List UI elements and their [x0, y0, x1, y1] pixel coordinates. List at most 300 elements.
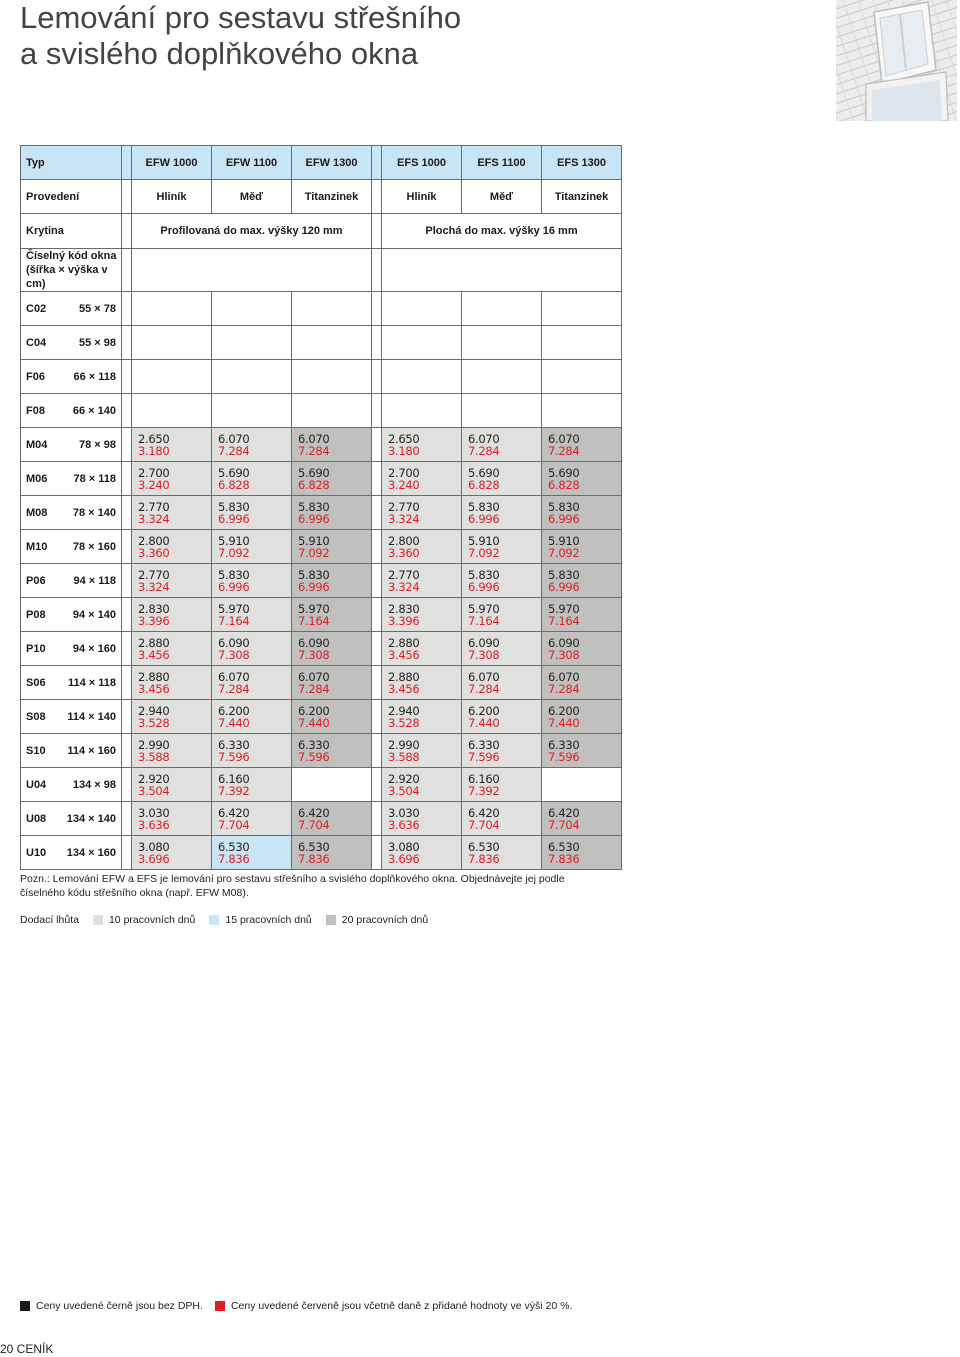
window-size: 94 × 140: [72, 608, 116, 621]
table-row: [21, 530, 622, 564]
price-net: 2.770: [138, 499, 170, 514]
window-code-cell: [21, 768, 122, 802]
price-cell: [132, 632, 212, 666]
price-cell: [542, 530, 622, 564]
window-size: 78 × 140: [72, 506, 116, 519]
price-cell: [292, 428, 372, 462]
price-net: 5.830: [298, 499, 330, 514]
price-with-vat: 6.828: [218, 477, 250, 492]
spacer: [122, 214, 132, 249]
price-net: 5.830: [548, 567, 580, 582]
spacer: [372, 292, 382, 326]
kod-label-line-1: Číselný kód okna: [26, 250, 117, 262]
spacer: [372, 768, 382, 802]
price-net: 6.330: [548, 737, 580, 752]
kod-label: [21, 249, 122, 292]
spacer: [122, 802, 132, 836]
price-cell: [132, 666, 212, 700]
window-code: M08: [26, 506, 48, 519]
price-cell: [462, 462, 542, 496]
spacer: [122, 249, 132, 292]
price-net: 5.970: [218, 601, 250, 616]
price-with-vat: 6.996: [298, 579, 330, 594]
price-cell: [542, 428, 622, 462]
red-price-swatch: [215, 1301, 225, 1311]
price-with-vat: 7.164: [218, 613, 250, 628]
spacer: [372, 214, 382, 249]
spacer: [372, 180, 382, 214]
price-net: 6.070: [548, 669, 580, 684]
window-code-cell: [21, 564, 122, 598]
window-code: M10: [26, 540, 48, 553]
window-code-cell: [21, 598, 122, 632]
price-cell: [382, 632, 462, 666]
spacer: [122, 146, 132, 180]
price-cell: [292, 564, 372, 598]
price-with-vat: 7.596: [468, 749, 500, 764]
price-cell: [542, 700, 622, 734]
price-cell: [292, 802, 372, 836]
price-with-vat: 3.360: [388, 545, 420, 560]
price-with-vat: 3.696: [138, 851, 170, 866]
price-with-vat: 7.836: [298, 851, 330, 866]
material-cell: Měď: [212, 180, 292, 214]
price-net: 2.650: [138, 431, 170, 446]
table-row: [21, 326, 622, 360]
price-net: 6.330: [468, 737, 500, 752]
window-size: 114 × 118: [67, 676, 116, 689]
price-net: 2.920: [138, 771, 170, 786]
spacer: [372, 326, 382, 360]
price-net: 6.070: [218, 669, 250, 684]
table-row: [21, 768, 622, 802]
table-row: [21, 802, 622, 836]
price-cell: [542, 734, 622, 768]
spacer: [122, 394, 132, 428]
price-with-vat: 7.440: [468, 715, 500, 730]
legend-label: Dodací lhůta: [20, 914, 79, 926]
price-with-vat: 7.092: [468, 545, 500, 560]
window-code: S08: [26, 710, 46, 723]
note-text: Pozn.: Lemování EFW a EFS je lemování pro sestavu střešního a svislého doplňkového okna. Objednávejte jej podle číselného kódu střešního okna (např. EFW M08).: [20, 873, 565, 899]
price-with-vat: 7.440: [298, 715, 330, 730]
price-net: 3.080: [138, 839, 170, 854]
price-net: 6.420: [468, 805, 500, 820]
price-with-vat: 3.324: [138, 579, 170, 594]
header-row-material: [21, 180, 622, 214]
price-with-vat: 7.704: [218, 817, 250, 832]
spacer: [122, 700, 132, 734]
product-efs-1000: EFS 1000: [382, 146, 462, 180]
spacer: [122, 530, 132, 564]
price-cell: [462, 836, 542, 870]
price-net: 2.880: [138, 635, 170, 650]
price-net: 2.770: [138, 567, 170, 582]
spacer: [372, 530, 382, 564]
empty-cell: [542, 394, 622, 428]
price-net: 5.830: [468, 567, 500, 582]
price-with-vat: 6.828: [298, 477, 330, 492]
window-size: 134 × 140: [66, 812, 116, 825]
price-net: 5.830: [218, 499, 250, 514]
price-table-body: [21, 146, 622, 870]
price-with-vat: 6.996: [468, 579, 500, 594]
window-code-cell: [21, 360, 122, 394]
price-cell: [382, 530, 462, 564]
window-code: U10: [26, 846, 47, 859]
window-code: P06: [26, 574, 46, 587]
header-row-krytina: [21, 214, 622, 249]
price-with-vat: 7.164: [298, 613, 330, 628]
spacer: [122, 326, 132, 360]
price-net: 5.830: [468, 499, 500, 514]
price-cell: [132, 428, 212, 462]
price-net: 6.090: [298, 635, 330, 650]
title-line-2: a svislého doplňkového okna: [20, 36, 419, 71]
price-cell: [462, 700, 542, 734]
price-cell: [132, 734, 212, 768]
empty-cell: [462, 360, 542, 394]
price-with-vat: 3.324: [138, 511, 170, 526]
spacer: [372, 394, 382, 428]
price-cell: [212, 734, 292, 768]
price-net: 2.830: [388, 601, 420, 616]
legend-item-20: 20 pracovních dnů: [341, 914, 429, 926]
price-net: 6.070: [298, 431, 330, 446]
price-with-vat: 7.440: [218, 715, 250, 730]
spacer: [122, 666, 132, 700]
price-net: 2.990: [388, 737, 420, 752]
table-row: [21, 666, 622, 700]
spacer: [122, 632, 132, 666]
price-with-vat: 7.836: [548, 851, 580, 866]
table-row: [21, 598, 622, 632]
empty-cell: [462, 292, 542, 326]
table-row: [21, 564, 622, 598]
price-cell: [382, 700, 462, 734]
price-cell: [292, 632, 372, 666]
price-with-vat: 7.704: [548, 817, 580, 832]
window-size: 94 × 118: [73, 574, 116, 587]
spacer: [372, 360, 382, 394]
product-efs-1300: EFS 1300: [542, 146, 622, 180]
price-with-vat: 6.828: [548, 477, 580, 492]
empty-cell: [382, 292, 462, 326]
window-size: 134 × 160: [66, 846, 116, 859]
product-efw-1000: EFW 1000: [132, 146, 212, 180]
price-net: 6.530: [218, 839, 250, 854]
price-with-vat: 3.528: [138, 715, 170, 730]
price-with-vat: 3.456: [138, 681, 170, 696]
red-price-note: Ceny uvedené červeně jsou včetně daně z přidané hodnoty ve výši 20 %.: [230, 1300, 573, 1312]
price-with-vat: 3.324: [388, 511, 420, 526]
price-with-vat: 3.240: [138, 477, 170, 492]
price-net: 2.880: [388, 669, 420, 684]
price-net: 6.330: [218, 737, 250, 752]
empty-cell: [212, 360, 292, 394]
price-cell: [132, 768, 212, 802]
window-code: U08: [26, 812, 47, 825]
price-with-vat: 7.284: [298, 681, 330, 696]
black-price-note: Ceny uvedené černě jsou bez DPH.: [36, 1300, 203, 1312]
price-with-vat: 3.456: [388, 681, 420, 696]
empty-cell: [462, 326, 542, 360]
window-code-cell: [21, 292, 122, 326]
price-cell: [382, 836, 462, 870]
price-cell: [382, 428, 462, 462]
window-size: 114 × 140: [67, 710, 116, 723]
spacer: [122, 180, 132, 214]
empty-cell: [212, 394, 292, 428]
price-cell: [462, 768, 542, 802]
window-code-cell: [21, 496, 122, 530]
price-with-vat: 7.836: [468, 851, 500, 866]
price-with-vat: 3.240: [388, 477, 420, 492]
empty-cell: [542, 292, 622, 326]
price-with-vat: 7.392: [468, 783, 500, 798]
price-net: 6.160: [468, 771, 500, 786]
window-code-cell: [21, 632, 122, 666]
price-with-vat: 3.360: [138, 545, 170, 560]
window-code-cell: [21, 530, 122, 564]
price-with-vat: 7.596: [548, 749, 580, 764]
price-with-vat: 7.308: [218, 647, 250, 662]
price-with-vat: 7.284: [218, 443, 250, 458]
price-net: 5.910: [218, 533, 250, 548]
empty-cell: [132, 394, 212, 428]
price-net: 5.690: [298, 465, 330, 480]
price-cell: [382, 462, 462, 496]
price-cell: [212, 496, 292, 530]
spacer: [372, 428, 382, 462]
price-with-vat: 7.308: [298, 647, 330, 662]
empty-cell: [462, 394, 542, 428]
price-net: 6.200: [298, 703, 330, 718]
title-line-1: Lemování pro sestavu střešního: [20, 0, 462, 35]
window-code-cell: [21, 428, 122, 462]
window-code: S10: [26, 744, 46, 757]
price-net: 5.970: [548, 601, 580, 616]
empty-cell: [542, 326, 622, 360]
price-cell: [212, 836, 292, 870]
price-with-vat: 7.704: [298, 817, 330, 832]
price-net: 6.070: [468, 669, 500, 684]
price-net: 6.070: [298, 669, 330, 684]
price-net: 2.940: [388, 703, 420, 718]
price-cell: [292, 598, 372, 632]
spacer: [122, 292, 132, 326]
empty-cell: [212, 326, 292, 360]
spacer: [372, 496, 382, 530]
price-with-vat: 3.696: [388, 851, 420, 866]
window-size: 78 × 98: [78, 438, 116, 451]
spacer: [122, 734, 132, 768]
price-cell: [462, 632, 542, 666]
price-with-vat: 3.504: [388, 783, 420, 798]
price-cell: [292, 700, 372, 734]
price-net: 2.920: [388, 771, 420, 786]
window-code: M06: [26, 472, 48, 485]
price-with-vat: 7.284: [218, 681, 250, 696]
price-cell: [462, 428, 542, 462]
spacer: [122, 428, 132, 462]
table-row: [21, 394, 622, 428]
legend-item-10: 10 pracovních dnů: [108, 914, 196, 926]
krytina-efs: Plochá do max. výšky 16 mm: [382, 214, 622, 249]
price-net: 5.910: [548, 533, 580, 548]
price-net: 2.700: [388, 465, 420, 480]
table-row: [21, 632, 622, 666]
price-with-vat: 7.836: [218, 851, 250, 866]
price-cell: [382, 564, 462, 598]
price-cell: [382, 768, 462, 802]
material-cell: Titanzinek: [292, 180, 372, 214]
price-with-vat: 7.596: [218, 749, 250, 764]
window-size: 55 × 78: [78, 302, 116, 315]
price-net: 6.090: [468, 635, 500, 650]
window-size: 55 × 98: [78, 336, 116, 349]
price-cell: [462, 598, 542, 632]
spacer: [372, 462, 382, 496]
header-row-kod: [21, 249, 622, 292]
price-net: 2.800: [388, 533, 420, 548]
price-with-vat: 6.996: [218, 579, 250, 594]
price-net: 2.880: [138, 669, 170, 684]
spacer: [122, 360, 132, 394]
spacer: [372, 146, 382, 180]
price-with-vat: 6.996: [548, 511, 580, 526]
empty-cell: [132, 292, 212, 326]
price-cell: [132, 530, 212, 564]
price-cell: [132, 564, 212, 598]
price-net: 6.330: [298, 737, 330, 752]
price-net: 3.080: [388, 839, 420, 854]
empty-cell: [382, 394, 462, 428]
price-net: 6.090: [218, 635, 250, 650]
spacer: [372, 564, 382, 598]
price-with-vat: 7.392: [218, 783, 250, 798]
spacer: [122, 462, 132, 496]
price-with-vat: 3.456: [388, 647, 420, 662]
window-code: U04: [26, 778, 47, 791]
empty-cell: [132, 360, 212, 394]
price-cell: [212, 530, 292, 564]
price-cell: [462, 802, 542, 836]
price-with-vat: 3.636: [138, 817, 170, 832]
price-with-vat: 6.996: [218, 511, 250, 526]
price-cell: [292, 530, 372, 564]
price-net: 5.970: [298, 601, 330, 616]
price-net: 2.770: [388, 567, 420, 582]
window-code-cell: [21, 700, 122, 734]
price-with-vat: 7.596: [298, 749, 330, 764]
kod-blank-efw: [132, 249, 372, 292]
price-cell: [132, 700, 212, 734]
price-cell: [212, 632, 292, 666]
header-row-type: [21, 146, 622, 180]
table-row: [21, 292, 622, 326]
price-with-vat: 7.308: [468, 647, 500, 662]
price-net: 6.070: [218, 431, 250, 446]
price-cell: [212, 428, 292, 462]
spacer: [372, 632, 382, 666]
price-cell: [292, 734, 372, 768]
window-code: F08: [26, 404, 45, 417]
price-with-vat: 7.092: [298, 545, 330, 560]
price-with-vat: 7.284: [468, 681, 500, 696]
price-with-vat: 3.504: [138, 783, 170, 798]
product-efs-1100: EFS 1100: [462, 146, 542, 180]
legend-swatch-10: [93, 915, 103, 925]
price-with-vat: 3.324: [388, 579, 420, 594]
price-with-vat: 7.164: [468, 613, 500, 628]
price-net: 6.420: [548, 805, 580, 820]
price-net: 5.690: [218, 465, 250, 480]
roof-window-image: [836, 0, 957, 121]
empty-cell: [382, 360, 462, 394]
window-code: P10: [26, 642, 46, 655]
window-code-cell: [21, 394, 122, 428]
window-code: P08: [26, 608, 46, 621]
spacer: [122, 496, 132, 530]
legend-swatch-15: [209, 915, 219, 925]
price-with-vat: 7.284: [548, 681, 580, 696]
price-cell: [382, 666, 462, 700]
table-row: [21, 360, 622, 394]
price-with-vat: 7.092: [548, 545, 580, 560]
price-net: 6.530: [468, 839, 500, 854]
spacer: [372, 249, 382, 292]
price-cell: [542, 836, 622, 870]
price-net: 5.830: [298, 567, 330, 582]
price-net: 3.030: [388, 805, 420, 820]
price-cell: [132, 836, 212, 870]
window-code: C04: [26, 336, 47, 349]
empty-cell: [292, 292, 372, 326]
price-net: 6.200: [468, 703, 500, 718]
material-cell: Hliník: [382, 180, 462, 214]
price-net: 2.990: [138, 737, 170, 752]
price-cell: [212, 564, 292, 598]
window-size: 78 × 118: [73, 472, 116, 485]
spacer: [372, 836, 382, 870]
page-title: [20, 0, 461, 72]
price-net: 6.200: [548, 703, 580, 718]
price-net: 5.830: [548, 499, 580, 514]
price-with-vat: 3.528: [388, 715, 420, 730]
legend-swatch-20: [326, 915, 336, 925]
price-cell: [382, 496, 462, 530]
window-size: 66 × 140: [72, 404, 116, 417]
window-size: 78 × 160: [72, 540, 116, 553]
window-code: M04: [26, 438, 48, 451]
window-code-cell: [21, 666, 122, 700]
material-cell: Měď: [462, 180, 542, 214]
price-with-vat: 3.588: [138, 749, 170, 764]
price-with-vat: 7.308: [548, 647, 580, 662]
kod-label-line-2: (šířka × výška v cm): [26, 264, 108, 290]
table-row: [21, 428, 622, 462]
price-cell: [132, 462, 212, 496]
price-net: 5.690: [548, 465, 580, 480]
price-net: 5.910: [298, 533, 330, 548]
empty-cell: [292, 360, 372, 394]
spacer: [122, 768, 132, 802]
price-footer: [20, 1300, 572, 1312]
price-cell: [542, 564, 622, 598]
window-size: 134 × 98: [72, 778, 116, 791]
price-net: 6.160: [218, 771, 250, 786]
